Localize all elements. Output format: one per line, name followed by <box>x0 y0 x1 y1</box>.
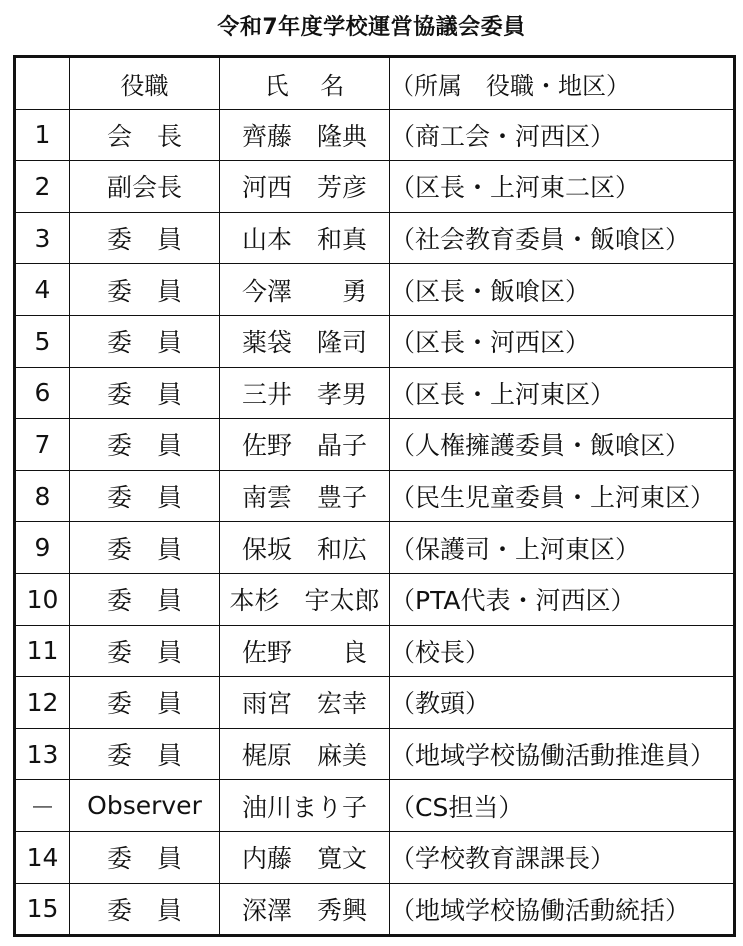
row-affiliation: （人権擁護委員・飯喰区） <box>390 419 735 471</box>
row-number: 4 <box>15 264 70 316</box>
row-member-name: 薬袋 隆司 <box>220 315 390 367</box>
row-affiliation: （校長） <box>390 625 735 677</box>
row-member-name: 河西 芳彦 <box>220 161 390 213</box>
document-title: 令和7年度学校運営協議会委員 <box>217 15 526 40</box>
table-row <box>15 315 735 367</box>
row-affiliation: （保護司・上河東区） <box>390 522 735 574</box>
row-member-name: 深澤 秀興 <box>220 883 390 936</box>
header-role: 役職 <box>70 57 220 110</box>
table-row <box>15 212 735 264</box>
row-affiliation: （区長・上河東区） <box>390 367 735 419</box>
table-row <box>15 522 735 574</box>
row-role: 会 長 <box>70 109 220 161</box>
row-affiliation: （PTA代表・河西区） <box>390 573 735 625</box>
table-row <box>15 264 735 316</box>
row-member-name: 梶原 麻美 <box>220 728 390 780</box>
row-number: 11 <box>15 625 70 677</box>
row-affiliation: （社会教育委員・飯喰区） <box>390 212 735 264</box>
table-header-row <box>15 57 735 110</box>
row-role: 委 員 <box>70 315 220 367</box>
row-affiliation: （CS担当） <box>390 780 735 832</box>
row-member-name: 内藤 寛文 <box>220 831 390 883</box>
row-member-name: 三井 孝男 <box>220 367 390 419</box>
table-row <box>15 780 735 832</box>
table-row <box>15 728 735 780</box>
row-affiliation: （民生児童委員・上河東区） <box>390 470 735 522</box>
table-row <box>15 883 735 936</box>
row-role: 委 員 <box>70 677 220 729</box>
row-member-name: 佐野 良 <box>220 625 390 677</box>
row-affiliation: （商工会・河西区） <box>390 109 735 161</box>
row-role: 副会長 <box>70 161 220 213</box>
row-role: 委 員 <box>70 522 220 574</box>
table-row <box>15 367 735 419</box>
row-affiliation: （区長・上河東二区） <box>390 161 735 213</box>
row-number: 5 <box>15 315 70 367</box>
table-row <box>15 831 735 883</box>
header-name: 氏 名 <box>220 57 390 110</box>
row-member-name: 雨宮 宏幸 <box>220 677 390 729</box>
table-row <box>15 625 735 677</box>
row-role: 委 員 <box>70 419 220 471</box>
row-member-name: 齊藤 隆典 <box>220 109 390 161</box>
row-number: 10 <box>15 573 70 625</box>
committee-members-table <box>13 55 736 937</box>
row-number: 7 <box>15 419 70 471</box>
row-role: 委 員 <box>70 728 220 780</box>
row-role: Observer <box>70 780 220 832</box>
row-number: 8 <box>15 470 70 522</box>
row-role: 委 員 <box>70 625 220 677</box>
row-member-name: 南雲 豊子 <box>220 470 390 522</box>
row-role: 委 員 <box>70 831 220 883</box>
row-member-name: 山本 和真 <box>220 212 390 264</box>
row-number: 6 <box>15 367 70 419</box>
row-role: 委 員 <box>70 264 220 316</box>
row-role: 委 員 <box>70 367 220 419</box>
row-number: 13 <box>15 728 70 780</box>
table-row <box>15 161 735 213</box>
row-affiliation: （学校教育課課長） <box>390 831 735 883</box>
row-role: 委 員 <box>70 470 220 522</box>
table-row <box>15 573 735 625</box>
row-member-name: 油川まり子 <box>220 780 390 832</box>
row-role: 委 員 <box>70 883 220 936</box>
row-member-name: 佐野 晶子 <box>220 419 390 471</box>
row-number: － <box>15 780 70 832</box>
row-number: 3 <box>15 212 70 264</box>
row-member-name: 今澤 勇 <box>220 264 390 316</box>
row-number: 12 <box>15 677 70 729</box>
table-row <box>15 109 735 161</box>
row-member-name: 保坂 和広 <box>220 522 390 574</box>
row-affiliation: （地域学校協働活動統括） <box>390 883 735 936</box>
row-number: 1 <box>15 109 70 161</box>
row-affiliation: （教頭） <box>390 677 735 729</box>
row-affiliation: （区長・河西区） <box>390 315 735 367</box>
row-affiliation: （地域学校協働活動推進員） <box>390 728 735 780</box>
header-number <box>15 57 70 110</box>
row-affiliation: （区長・飯喰区） <box>390 264 735 316</box>
row-role: 委 員 <box>70 212 220 264</box>
header-affiliation: （所属 役職・地区） <box>390 57 735 110</box>
row-number: 14 <box>15 831 70 883</box>
row-member-name: 本杉 宇太郎 <box>220 573 390 625</box>
row-number: 9 <box>15 522 70 574</box>
row-number: 15 <box>15 883 70 936</box>
row-role: 委 員 <box>70 573 220 625</box>
table-row <box>15 470 735 522</box>
row-number: 2 <box>15 161 70 213</box>
table-row <box>15 419 735 471</box>
table-row <box>15 677 735 729</box>
